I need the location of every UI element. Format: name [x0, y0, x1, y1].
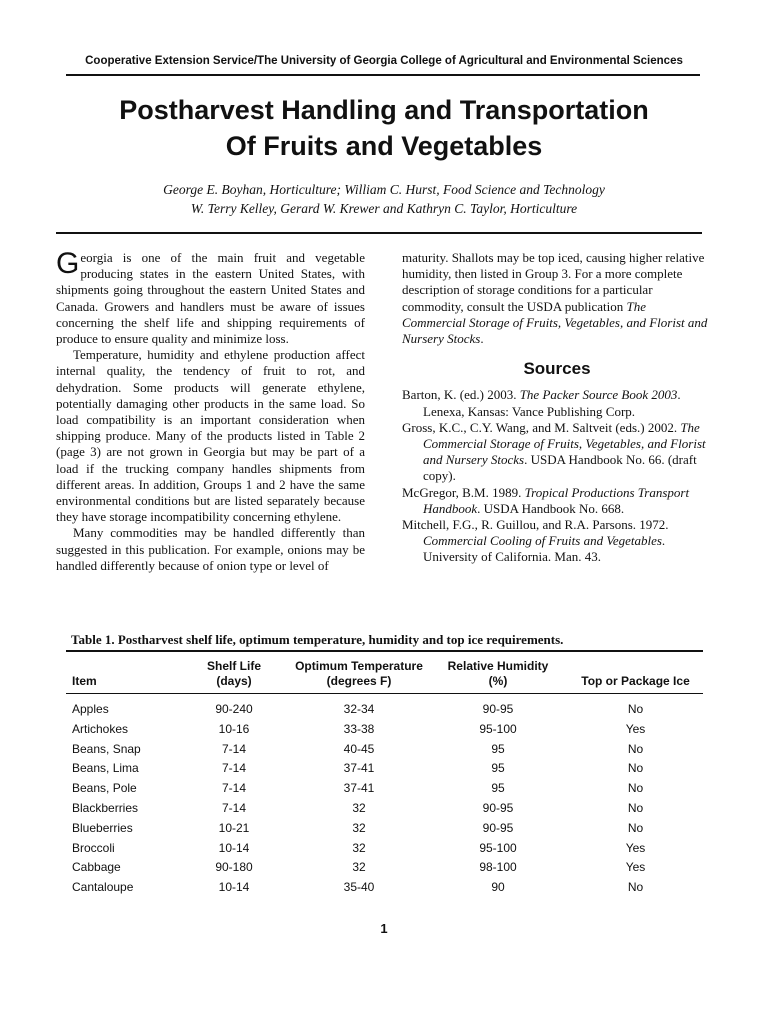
shelf-life-table: [66, 650, 703, 898]
right-column: [402, 250, 712, 566]
intro-paragraph: [56, 247, 365, 347]
cell-shelf-life: 7-14: [221, 741, 247, 756]
cell-item: Blackberries: [72, 800, 139, 815]
sources-heading: Sources: [523, 359, 591, 379]
table-row: [66, 740, 703, 760]
cell-temperature: 32: [352, 820, 366, 835]
continued-text: maturity. Shallots may be top iced, causing higher relative humidity, then listed in Group 3. For a more complete description of storage conditions for a particular commodity, consult the USDA publication: [402, 250, 705, 314]
title-line-2: Of Fruits and Vegetables: [225, 131, 543, 161]
cell-ice: No: [627, 880, 644, 895]
reference-item: Barton, K. (ed.) 2003. The Packer Source Book 2003. Lenexa, Kansas: Vance Publishing Corp.: [402, 387, 681, 419]
header-temperature: Optimum Temperature (degrees F): [295, 659, 423, 688]
cell-humidity: 95: [491, 761, 505, 776]
cell-item: Cantaloupe: [72, 880, 134, 895]
cell-shelf-life: 10-14: [218, 840, 250, 855]
cell-ice: Yes: [625, 721, 646, 736]
cell-temperature: 32: [352, 840, 366, 855]
table-row: [66, 799, 703, 819]
cell-humidity: 95: [491, 741, 505, 756]
cell-temperature: 33-38: [343, 721, 375, 736]
table-row: [66, 759, 703, 779]
table-row: [66, 839, 703, 859]
intro-text: eorgia is one of the main fruit and vegetable producing states in the eastern United States, with shipments going throughout the eastern United States and Canada. Growers and handlers must be aware of issues concerning the shelf life and shipping requirements of produce to ensure quality and minimize loss.: [56, 250, 365, 347]
table-caption: Table 1. Postharvest shelf life, optimum temperature, humidity and top ice requirements.: [71, 632, 564, 647]
cell-item: Artichokes: [72, 721, 129, 736]
header-item: Item: [72, 674, 97, 688]
cell-ice: Yes: [625, 860, 646, 875]
cell-item: Beans, Pole: [72, 781, 137, 796]
table-row: [66, 819, 703, 839]
cell-item: Apples: [72, 702, 109, 716]
table-header-row: [66, 651, 703, 694]
table-body: [66, 694, 703, 898]
header-shelf-life: Shelf Life (days): [206, 659, 261, 688]
cell-temperature: 37-41: [343, 761, 375, 776]
reference-item: McGregor, B.M. 1989. Tropical Productions Transport Handbook. USDA Handbook No. 668.: [402, 484, 690, 516]
cell-temperature: 35-40: [343, 880, 375, 895]
header-rule: [66, 74, 700, 76]
cell-ice: No: [627, 800, 644, 815]
cell-temperature: 37-41: [343, 781, 375, 796]
continued-paragraph: [402, 250, 712, 347]
cell-humidity: 95-100: [479, 840, 517, 855]
cell-ice: Yes: [625, 840, 646, 855]
cell-shelf-life: 10-21: [218, 820, 250, 835]
cell-ice: No: [627, 702, 644, 716]
cell-shelf-life: 7-14: [221, 781, 247, 796]
body-paragraph-3: Many commodities may be handled differently than suggested in this publication. For example, onions may be handled differently because of onion type or level of: [56, 525, 365, 573]
table-row: [66, 720, 703, 740]
cell-item: Cabbage: [72, 860, 121, 875]
body-paragraph-2: Temperature, humidity and ethylene production affect internal quality, the tendency of fruit to rot, and dehydration. Some products will generate ethylene, potentially damaging other products in the same load. So load compatibility is an important consideration when shipping produce. Many of the products listed in Table 2 (page 3) are not grown in Georgia but may be part of a load if the trucking company handles shipments from different areas. In addition, Groups 1 and 2 have the same environmental conditions but are listed separately because they have storage incompatibility concerning ethylene.: [56, 347, 365, 525]
authors-line-1: George E. Boyhan, Horticulture; William C. Hurst, Food Science and Technology: [163, 182, 605, 197]
drop-cap: G: [56, 247, 80, 280]
cell-item: Broccoli: [72, 840, 115, 855]
table-row: [66, 878, 703, 898]
cell-temperature: 32: [352, 800, 366, 815]
title-line-1: Postharvest Handling and Transportation: [119, 95, 649, 125]
publication-title: The Commercial Storage of Fruits, Vegetables, and Florist and Nursery Stocks: [402, 298, 708, 347]
cell-humidity: 90-95: [482, 702, 514, 716]
section-divider: [56, 232, 702, 234]
left-column: [56, 247, 365, 574]
header-ice: Top or Package Ice: [581, 674, 690, 688]
cell-ice: No: [627, 781, 644, 796]
cell-humidity: 95: [491, 781, 505, 796]
cell-humidity: 95-100: [479, 721, 517, 736]
cell-shelf-life: 10-14: [218, 880, 250, 895]
cell-humidity: 90: [491, 880, 505, 895]
continued-end: .: [480, 331, 484, 347]
table-row: [66, 694, 703, 720]
cell-item: Blueberries: [72, 820, 133, 835]
cell-humidity: 90-95: [482, 800, 514, 815]
header-humidity: Relative Humidity (%): [447, 659, 549, 688]
reference-item: Mitchell, F.G., R. Guillou, and R.A. Parsons. 1972. Commercial Cooling of Fruits and Vegetables. University of California. Man. 43.: [402, 517, 669, 565]
page-number: 1: [380, 921, 388, 936]
table-row: [66, 858, 703, 878]
cell-humidity: 90-95: [482, 820, 514, 835]
cell-shelf-life: 10-16: [218, 721, 250, 736]
cell-humidity: 98-100: [479, 860, 517, 875]
cell-temperature: 40-45: [343, 741, 375, 756]
document-title: [40, 92, 728, 164]
cell-shelf-life: 7-14: [221, 800, 247, 815]
cell-ice: No: [627, 741, 644, 756]
table-row: [66, 779, 703, 799]
cell-ice: No: [627, 761, 644, 776]
cell-item: Beans, Lima: [72, 761, 139, 776]
cell-ice: No: [627, 820, 644, 835]
cell-shelf-life: 7-14: [221, 761, 247, 776]
cell-temperature: 32: [352, 860, 366, 875]
cell-shelf-life: 90-180: [215, 860, 253, 875]
reference-list: [402, 387, 712, 565]
cell-item: Beans, Snap: [72, 741, 141, 756]
authors-line-2: W. Terry Kelley, Gerard W. Krewer and Kathryn C. Taylor, Horticulture: [190, 201, 578, 216]
reference-item: Gross, K.C., C.Y. Wang, and M. Saltveit (eds.) 2002. The Commercial Storage of Fruits, Vegetables, and Florist and Nursery Stocks. USDA Handbook No. 66. (draft copy).: [402, 419, 706, 484]
cell-shelf-life: 90-240: [215, 702, 253, 716]
cell-temperature: 32-34: [343, 702, 375, 716]
author-list: [40, 180, 728, 218]
header-affiliation: Cooperative Extension Service/The University of Georgia College of Agricultural and Environmental Sciences: [85, 55, 683, 67]
